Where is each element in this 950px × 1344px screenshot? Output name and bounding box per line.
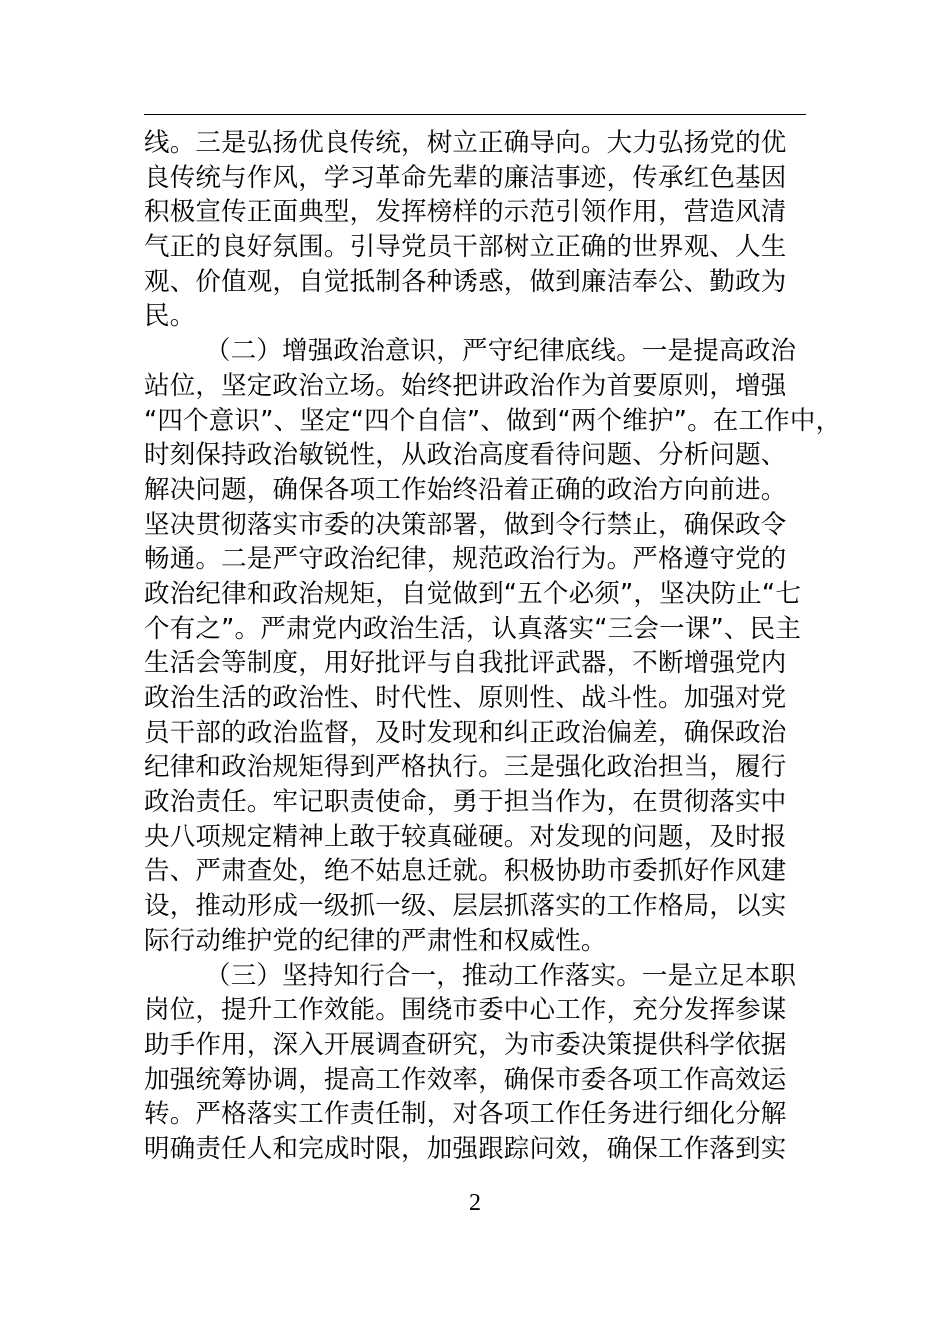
text-line: 政治生活的政治性、时代性、原则性、战斗性。加强对党: [144, 683, 787, 713]
page-number: 2: [469, 1190, 481, 1216]
text-line: 纪律和政治规矩得到严格执行。三是强化政治担当，履行: [144, 752, 787, 783]
text-line: 观、价值观，自觉抵制各种诱惑，做到廉洁奉公、勤政为: [144, 266, 787, 297]
text-line: 坚决贯彻落实市委的决策部署，做到令行禁止，确保政令: [144, 509, 787, 540]
text-line: 设，推动形成一级抓一级、层层抓落实的工作格局，以实: [144, 891, 787, 922]
text-line: 线。三是弘扬优良传统，树立正确导向。大力弘扬党的优: [144, 128, 787, 158]
text-line: 政治纪律和政治规矩，自觉做到“五个必须”，坚决防止“七: [144, 578, 802, 609]
text-line: 告、严肃查处，绝不姑息迁就。积极协助市委抓好作风建: [144, 856, 787, 887]
text-line: 政治责任。牢记职责使命，勇于担当作为，在贯彻落实中: [144, 787, 787, 818]
text-line: 岗位，提升工作效能。围绕市委中心工作，充分发挥参谋: [144, 995, 787, 1026]
text-line: 生活会等制度，用好批评与自我批评武器，不断增强党内: [144, 648, 787, 679]
text-line: 助手作用，深入开展调查研究，为市委决策提供科学依据: [144, 1029, 787, 1060]
text-line: 良传统与作风，学习革命先辈的廉洁事迹，传承红色基因: [144, 162, 787, 193]
text-line: 际行动维护党的纪律的严肃性和权威性。: [144, 925, 607, 956]
text-line: “四个意识”、坚定“四个自信”、做到“两个维护”。在工作中，: [144, 405, 842, 436]
header-rule: [144, 114, 806, 115]
text-line: 畅通。二是严守政治纪律，规范政治行为。严格遵守党的: [144, 544, 787, 575]
text-line: 转。严格落实工作责任制，对各项工作任务进行细化分解: [144, 1099, 787, 1130]
text-line: 个有之”。严肃党内政治生活，认真落实“三会一课”、民主: [144, 613, 802, 644]
text-line: 解决问题，确保各项工作始终沿着正确的政治方向前进。: [144, 474, 787, 505]
text-line: 站位，坚定政治立场。始终把讲政治作为首要原则，增强: [144, 370, 787, 401]
text-line: （二）增强政治意识，严守纪律底线。一是提高政治: [205, 336, 797, 367]
text-line: 气正的良好氛围。引导党员干部树立正确的世界观、人生: [144, 232, 787, 263]
text-line: 明确责任人和完成时限，加强跟踪问效，确保工作落到实: [144, 1133, 787, 1164]
body-text: [144, 126, 842, 1167]
text-line: 加强统筹协调，提高工作效率，确保市委各项工作高效运: [144, 1064, 787, 1095]
text-line: 民。: [144, 301, 196, 332]
text-line: （三）坚持知行合一，推动工作落实。一是立足本职: [205, 960, 797, 991]
text-line: 央八项规定精神上敢于较真碰硬。对发现的问题，及时报: [144, 821, 787, 852]
text-line: 时刻保持政治敏锐性，从政治高度看待问题、分析问题、: [144, 440, 787, 471]
text-line: 员干部的政治监督，及时发现和纠正政治偏差，确保政治: [144, 717, 787, 748]
text-line: 积极宣传正面典型，发挥榜样的示范引领作用，营造风清: [144, 197, 787, 228]
